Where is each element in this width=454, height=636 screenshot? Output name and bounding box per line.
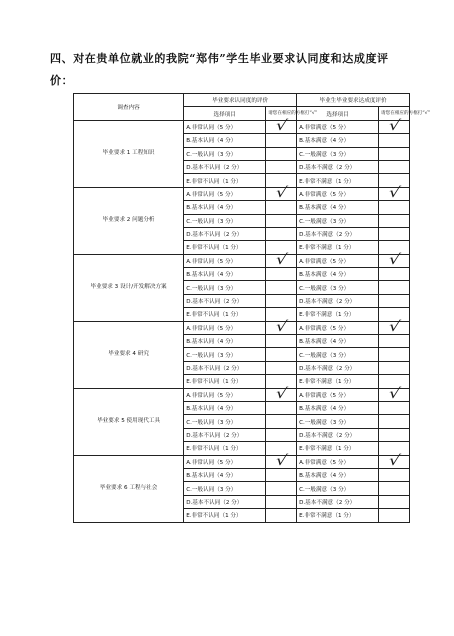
recognition-header: 毕业要求认同度的评价: [184, 94, 297, 107]
recognition-option: B.基本认同（4 分）: [184, 401, 266, 414]
recognition-option: C.一般认同（3 分）: [184, 214, 266, 227]
achievement-option: B.基本满意（4 分）: [297, 401, 379, 414]
recognition-checkbox[interactable]: [266, 321, 297, 334]
recognition-option: E.非常不认同（1 分）: [184, 509, 266, 522]
achievement-checkbox[interactable]: [379, 428, 410, 441]
requirement-label: 毕业要求 1 工程知识: [74, 120, 184, 187]
checkmark-icon: √: [274, 118, 289, 135]
requirement-label: 毕业要求 4 研究: [74, 321, 184, 388]
requirement-label: 毕业要求 3 设计/开发解决方案: [74, 254, 184, 321]
recognition-option: E.非常不认同（1 分）: [184, 442, 266, 455]
achievement-checkbox[interactable]: [379, 415, 410, 428]
section-heading: 四、对在贵单位就业的我院“郑伟”学生毕业要求认同度和达成度评价：: [50, 52, 389, 87]
achievement-checkbox[interactable]: [379, 268, 410, 281]
checkmark-icon: √: [274, 185, 289, 202]
achievement-option: C.一般满意（3 分）: [297, 147, 379, 160]
recognition-checkbox[interactable]: [266, 227, 297, 240]
recognition-option: B.基本认同（4 分）: [184, 468, 266, 481]
recognition-option: E.非常不认同（1 分）: [184, 375, 266, 388]
checkmark-icon: √: [274, 453, 289, 470]
recognition-check-header: 请您在相应的方框打“√”: [266, 107, 297, 120]
achievement-option: A.非常满意（5 分）: [297, 120, 379, 133]
recognition-option: A.非常认同（5 分）: [184, 321, 266, 334]
recognition-checkbox[interactable]: [266, 294, 297, 307]
requirement-label: 毕业要求 6 工程与社会: [74, 455, 184, 522]
checkmark-icon: √: [387, 118, 402, 135]
recognition-option: B.基本认同（4 分）: [184, 134, 266, 147]
recognition-option: A.非常认同（5 分）: [184, 254, 266, 267]
achievement-checkbox[interactable]: [379, 214, 410, 227]
achievement-checkbox[interactable]: [379, 134, 410, 147]
recognition-checkbox[interactable]: [266, 214, 297, 227]
achievement-option-header: 选择项目: [297, 107, 379, 120]
recognition-checkbox[interactable]: [266, 335, 297, 348]
requirement-label: 毕业要求 2 问题分析: [74, 187, 184, 254]
achievement-option: B.基本满意（4 分）: [297, 268, 379, 281]
recognition-checkbox[interactable]: [266, 401, 297, 414]
recognition-checkbox[interactable]: [266, 509, 297, 522]
recognition-checkbox[interactable]: [266, 455, 297, 468]
recognition-checkbox[interactable]: [266, 482, 297, 495]
checkmark-icon: √: [274, 386, 289, 403]
recognition-option: D.基本不认同（2 分）: [184, 361, 266, 374]
recognition-option: D.基本不认同（2 分）: [184, 294, 266, 307]
achievement-option: E.非常不满意（1 分）: [297, 308, 379, 321]
recognition-option: C.一般认同（3 分）: [184, 147, 266, 160]
table-row: [74, 455, 410, 468]
achievement-option: A.非常满意（5 分）: [297, 455, 379, 468]
achievement-checkbox[interactable]: [379, 294, 410, 307]
achievement-option: E.非常不满意（1 分）: [297, 174, 379, 187]
achievement-option: A.非常满意（5 分）: [297, 321, 379, 334]
achievement-option: C.一般满意（3 分）: [297, 482, 379, 495]
recognition-option: A.非常认同（5 分）: [184, 120, 266, 133]
checkmark-icon: √: [387, 453, 402, 470]
recognition-option: E.非常不认同（1 分）: [184, 174, 266, 187]
recognition-option: D.基本不认同（2 分）: [184, 428, 266, 441]
recognition-option: B.基本认同（4 分）: [184, 268, 266, 281]
achievement-option: C.一般满意（3 分）: [297, 415, 379, 428]
item-header: 调查内容: [74, 94, 184, 121]
recognition-checkbox[interactable]: [266, 268, 297, 281]
achievement-option: B.基本满意（4 分）: [297, 335, 379, 348]
recognition-checkbox[interactable]: [266, 361, 297, 374]
table-row: [74, 254, 410, 267]
achievement-checkbox[interactable]: [379, 455, 410, 468]
recognition-option: C.一般认同（3 分）: [184, 281, 266, 294]
achievement-option: D.基本不满意（2 分）: [297, 294, 379, 307]
recognition-option: B.基本认同（4 分）: [184, 201, 266, 214]
achievement-option: D.基本不满意（2 分）: [297, 361, 379, 374]
achievement-checkbox[interactable]: [379, 254, 410, 267]
recognition-checkbox[interactable]: [266, 134, 297, 147]
recognition-checkbox[interactable]: [266, 201, 297, 214]
achievement-option: D.基本不满意（2 分）: [297, 160, 379, 173]
survey-table-header: [74, 94, 431, 121]
achievement-option: C.一般满意（3 分）: [297, 214, 379, 227]
achievement-option: A.非常满意（5 分）: [297, 254, 379, 267]
recognition-option: D.基本不认同（2 分）: [184, 227, 266, 240]
checkmark-icon: √: [387, 185, 402, 202]
recognition-option: E.非常不认同（1 分）: [184, 308, 266, 321]
achievement-checkbox[interactable]: [379, 187, 410, 200]
recognition-checkbox[interactable]: [266, 254, 297, 267]
achievement-checkbox[interactable]: [379, 495, 410, 508]
survey-table-body: [74, 120, 410, 522]
table-row: [74, 187, 410, 200]
achievement-option: A.非常满意（5 分）: [297, 187, 379, 200]
recognition-checkbox[interactable]: [266, 281, 297, 294]
recognition-option: A.非常认同（5 分）: [184, 455, 266, 468]
achievement-checkbox[interactable]: [379, 201, 410, 214]
checkmark-icon: √: [387, 252, 402, 269]
achievement-option: D.基本不满意（2 分）: [297, 428, 379, 441]
recognition-option: C.一般认同（3 分）: [184, 482, 266, 495]
table-row: [74, 388, 410, 401]
checkmark-icon: √: [387, 386, 402, 403]
achievement-checkbox[interactable]: [379, 401, 410, 414]
achievement-checkbox[interactable]: [379, 509, 410, 522]
recognition-option: C.一般认同（3 分）: [184, 348, 266, 361]
recognition-option-header: 选择项目: [184, 107, 266, 120]
checkmark-icon: √: [387, 319, 402, 336]
achievement-checkbox[interactable]: [379, 482, 410, 495]
achievement-option: E.非常不满意（1 分）: [297, 509, 379, 522]
achievement-option: A.非常满意（5 分）: [297, 388, 379, 401]
achievement-option: E.非常不满意（1 分）: [297, 442, 379, 455]
achievement-option: D.基本不满意（2 分）: [297, 495, 379, 508]
achievement-checkbox[interactable]: [379, 468, 410, 481]
recognition-option: A.非常认同（5 分）: [184, 388, 266, 401]
achievement-checkbox[interactable]: [379, 361, 410, 374]
recognition-option: E.非常不认同（1 分）: [184, 241, 266, 254]
recognition-option: A.非常认同（5 分）: [184, 187, 266, 200]
achievement-checkbox[interactable]: [379, 321, 410, 334]
achievement-header: 毕业生毕业要求达成度评价: [297, 94, 410, 107]
recognition-checkbox[interactable]: [266, 415, 297, 428]
recognition-checkbox[interactable]: [266, 160, 297, 173]
achievement-checkbox[interactable]: [379, 160, 410, 173]
achievement-option: B.基本满意（4 分）: [297, 134, 379, 147]
achievement-option: B.基本满意（4 分）: [297, 201, 379, 214]
recognition-option: D.基本不认同（2 分）: [184, 160, 266, 173]
achievement-option: E.非常不满意（1 分）: [297, 241, 379, 254]
recognition-checkbox[interactable]: [266, 495, 297, 508]
recognition-option: B.基本认同（4 分）: [184, 335, 266, 348]
recognition-checkbox[interactable]: [266, 120, 297, 133]
requirement-label: 毕业要求 5 使用现代工具: [74, 388, 184, 455]
achievement-checkbox[interactable]: [379, 335, 410, 348]
recognition-checkbox[interactable]: [266, 187, 297, 200]
achievement-option: B.基本满意（4 分）: [297, 468, 379, 481]
achievement-checkbox[interactable]: [379, 281, 410, 294]
recognition-option: C.一般认同（3 分）: [184, 415, 266, 428]
achievement-option: C.一般满意（3 分）: [297, 281, 379, 294]
checkmark-icon: √: [274, 252, 289, 269]
achievement-option: D.基本不满意（2 分）: [297, 227, 379, 240]
achievement-checkbox[interactable]: [379, 120, 410, 133]
recognition-checkbox[interactable]: [266, 468, 297, 481]
recognition-checkbox[interactable]: [266, 388, 297, 401]
achievement-check-header: 请您在相应的方框打“√”: [379, 107, 410, 120]
survey-table: [73, 93, 431, 523]
table-row: [74, 321, 410, 334]
achievement-option: E.非常不满意（1 分）: [297, 375, 379, 388]
achievement-option: C.一般满意（3 分）: [297, 348, 379, 361]
achievement-checkbox[interactable]: [379, 348, 410, 361]
achievement-checkbox[interactable]: [379, 227, 410, 240]
recognition-checkbox[interactable]: [266, 428, 297, 441]
checkmark-icon: √: [274, 319, 289, 336]
achievement-checkbox[interactable]: [379, 147, 410, 160]
achievement-checkbox[interactable]: [379, 388, 410, 401]
recognition-checkbox[interactable]: [266, 147, 297, 160]
recognition-checkbox[interactable]: [266, 348, 297, 361]
recognition-option: D.基本不认同（2 分）: [184, 495, 266, 508]
table-row: [74, 120, 410, 133]
